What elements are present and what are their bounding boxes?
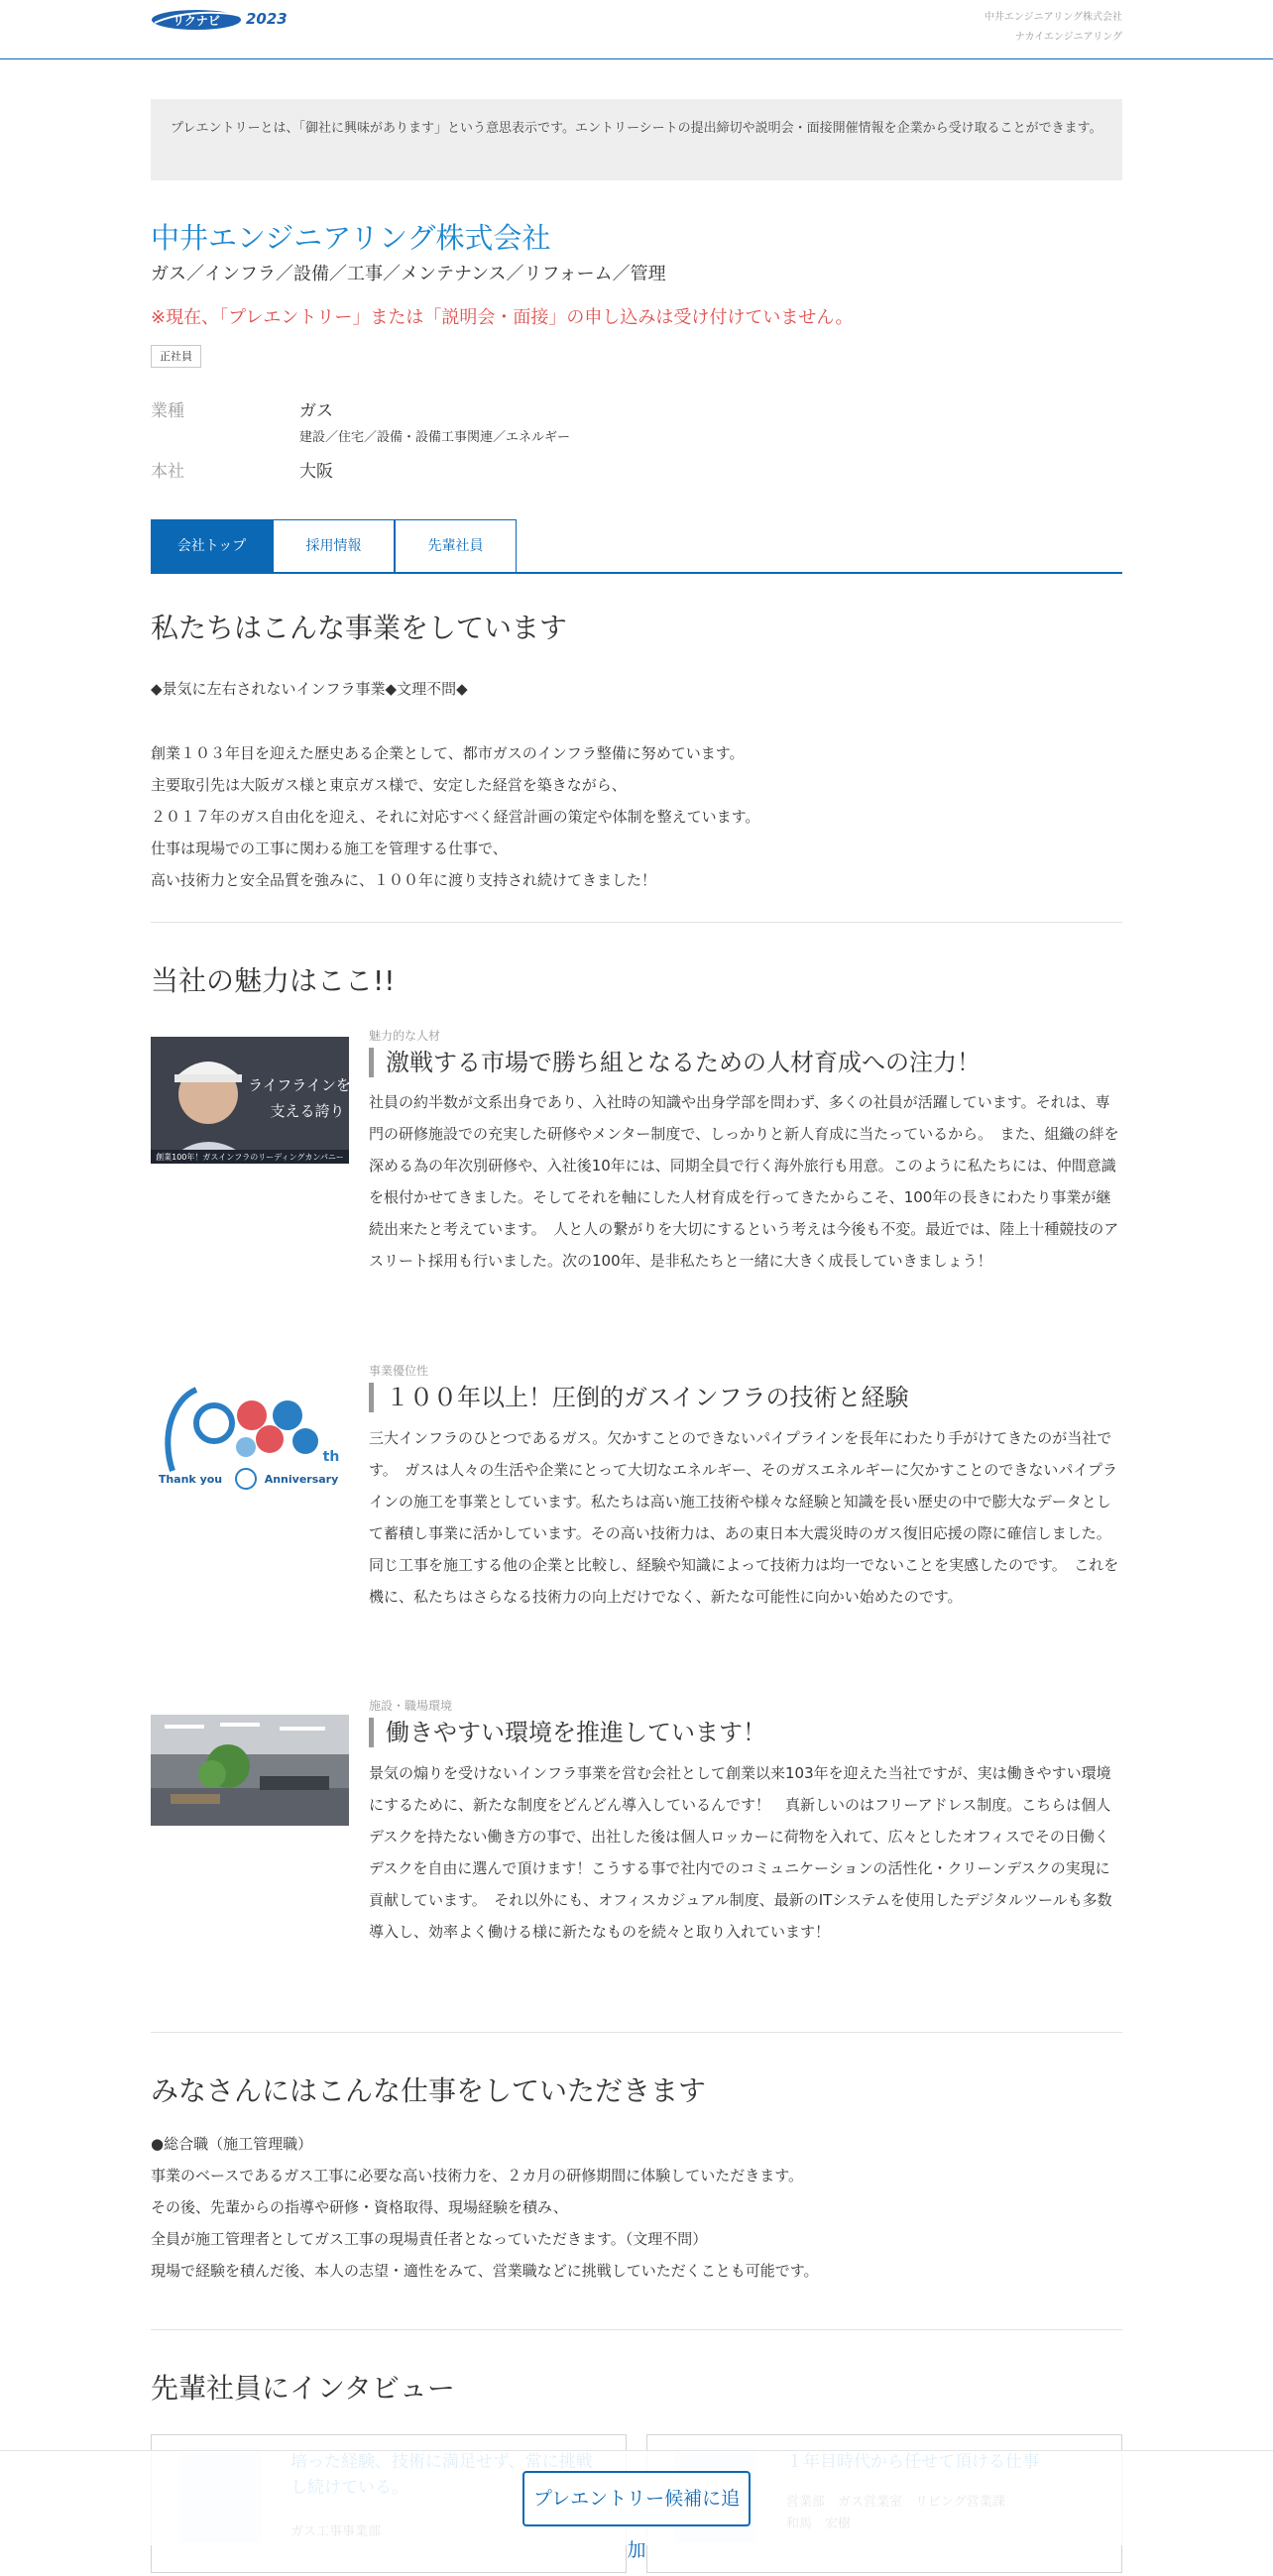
work-line: その後、先輩からの指導や研修・資格取得、現場経験を積み、: [151, 2198, 568, 2216]
appeal-category: 事業優位性: [369, 1364, 429, 1378]
divider: [151, 922, 1122, 923]
appeal-title: 当社の魅力はここ!!: [151, 964, 396, 997]
divider: [151, 2032, 1122, 2033]
header-company: [984, 8, 1122, 48]
svg-text:Anniversary: Anniversary: [264, 1473, 339, 1486]
industry-sub: 建設／住宅／設備・設備工事関連／エネルギー: [299, 430, 571, 445]
rikunabi-logo-icon: [151, 7, 242, 31]
work-line: 現場で経験を積んだ後、本人の志望・適性をみて、営業職などに挑戦していただくことも可能です。: [151, 2262, 819, 2280]
industry-label: 業種: [151, 401, 184, 421]
company-catch: ガス／インフラ／設備／工事／メンテナンス／リフォーム／管理: [151, 264, 666, 284]
appeal-category: 魅力的な人材: [369, 1029, 441, 1043]
business-title: 私たちはこんな事業をしています: [151, 612, 568, 644]
logo-year: 2023: [246, 10, 288, 28]
svg-text:Thank you: Thank you: [158, 1473, 223, 1486]
industry-value: ガス: [299, 401, 333, 421]
svg-text:支える誇り: 支える誇り: [270, 1102, 345, 1120]
company-name: 中井エンジニアリング株式会社: [151, 221, 551, 255]
site-header: [0, 0, 1273, 59]
svg-text:創業100年！ガスインフラのリーディングカンパニー: 創業100年！ガスインフラのリーディングカンパニー: [156, 1153, 344, 1162]
employment-badge: 正社員: [151, 345, 201, 368]
business-line: 主要取引先は大阪ガス様と東京ガス様で、安定した経営を築きながら、: [151, 776, 627, 794]
work-line: ●総合職（施工管理職）: [151, 2135, 313, 2153]
company-tabs: [151, 519, 1122, 574]
business-line: 高い技術力と安全品質を強みに、１００年に渡り支持され続けてきました！: [151, 871, 657, 889]
rikunabi-logo[interactable]: [151, 6, 288, 32]
sticky-cta-bar: [0, 2450, 1273, 2561]
business-line: 創業１０３年目を迎えた歴史ある企業として、都市ガスのインフラ整備に努めています。: [151, 744, 745, 762]
appeal-image-anniversary: [151, 1376, 349, 1503]
appeal-text: 景気の煽りを受けないインフラ事業を営む会社として創業以来103年を迎えた当社ですが、実は働きやすい環境にするために、新たな制度をどんどん導入しているんです！ 真新しいのはフリーアドレス制度。こちらは個人デスクを持たない働き方の事で、出社した後は個人ロッカーに荷物を入れて、広々としたオフィスでその日働くデスクを自由に選んで頂けます！こうする事で社内でのコミュニケーションの活性化・クリーンデスクの実現に貢献しています。 それ以外にも、オフィスカジュアル制度、最新のITシステムを使用したデジタルツールも多数導入し、効率よく働ける様に新たなものを続々と取り入れています！: [369, 1764, 1112, 1941]
hq-label: 本社: [151, 462, 184, 482]
divider: [151, 2329, 1122, 2330]
appeal-heading: 働きやすい環境を推進しています！: [369, 1718, 766, 1747]
add-pre-entry-button[interactable]: プレエントリー候補に追加: [522, 2471, 751, 2526]
header-company-name: 中井エンジニアリング株式会社: [984, 12, 1122, 23]
pre-entry-notice: プレエントリーとは、「御社に興味があります」という意思表示です。エントリーシートの提出締切や説明会・面接開催情報を企業から受け取ることができます。: [151, 99, 1122, 180]
appeal-text: 社員の約半数が文系出身であり、入社時の知識や出身学部を問わず、多くの社員が活躍しています。それは、専門の研修施設での充実した研修やメンター制度で、しっかりと新人育成に当たっているから。 また、組織の絆を深める為の年次別研修や、入社後10年には、同期全員で行く海外旅行も用意。このように私たちには、仲間意識を根付かせてきました。そしてそれを軸にした人材育成を行ってきたからこそ、100年の長きにわたり事業が継続出来たと考えています。 人と人の繋がりを大切にするという考えは今後も不変。最近では、陸上十種競技のアスリート採用も行いました。次の100年、是非私たちと一緒に大きく成長していきましょう！: [369, 1093, 1119, 1270]
business-line: 仕事は現場での工事に関わる施工を管理する仕事で、: [151, 840, 508, 857]
appeal-heading: 激戦する市場で勝ち組となるための人材育成への注力！: [369, 1048, 981, 1077]
tab-recruit-info[interactable]: 採用情報: [273, 519, 395, 572]
interview-title: 先輩社員にインタビュー: [151, 2372, 455, 2405]
work-line: 全員が施工管理者としてガス工事の現場責任者となっていただきます。（文理不問）: [151, 2230, 708, 2248]
hq-value: 大阪: [299, 462, 333, 482]
svg-text:th: th: [322, 1449, 340, 1465]
appeal-image-office: [151, 1715, 349, 1826]
tab-senior-staff[interactable]: 先輩社員: [395, 519, 517, 572]
business-lead: ◆景気に左右されないインフラ事業◆文理不問◆: [151, 680, 468, 698]
header-company-kana: ナカイエンジニアリング: [1014, 32, 1122, 43]
work-line: 事業のベースであるガス工事に必要な高い技術力を、２カ月の研修期間に体験していただきます。: [151, 2167, 804, 2184]
svg-text:ライフラインを: ライフラインを: [248, 1076, 351, 1094]
work-title: みなさんにはこんな仕事をしていただきます: [151, 2074, 707, 2107]
appeal-category: 施設・職場環境: [369, 1699, 453, 1713]
appeal-image-people: [151, 1037, 349, 1164]
svg-text:リクナビ: リクナビ: [173, 14, 220, 28]
appeal-text: 三大インフラのひとつであるガス。欠かすことのできないパイプラインを長年にわたり手がけてきたのが当社です。 ガスは人々の生活や企業にとって大切なエネルギー、そのガスエネルギーに欠かすことのできないパイプラインの施工を事業としています。私たちは高い施工技術や様々な経験と知識を長い歴史の中で膨大なデータとして蓄積し事業に活かしています。その高い技術力は、あの東日本大震災時のガス復旧応援の際に確信しました。同じ工事を施工する他の企業と比較し、経験や知識によって技術力は均一でないことを実感したのです。 これを機に、私たちはさらなる技術力の向上だけでなく、新たな可能性に向かい始めたのです。: [369, 1429, 1119, 1606]
business-line: ２０１７年のガス自由化を迎え、それに対応すべく経営計画の策定や体制を整えています。: [151, 808, 760, 826]
entry-closed-warning: ※現在、「プレエントリー」または「説明会・面接」の申し込みは受け付けていません。: [151, 307, 854, 328]
appeal-heading: １００年以上！圧倒的ガスインフラの技術と経験: [369, 1383, 909, 1412]
tab-company-top[interactable]: 会社トップ: [151, 519, 273, 572]
